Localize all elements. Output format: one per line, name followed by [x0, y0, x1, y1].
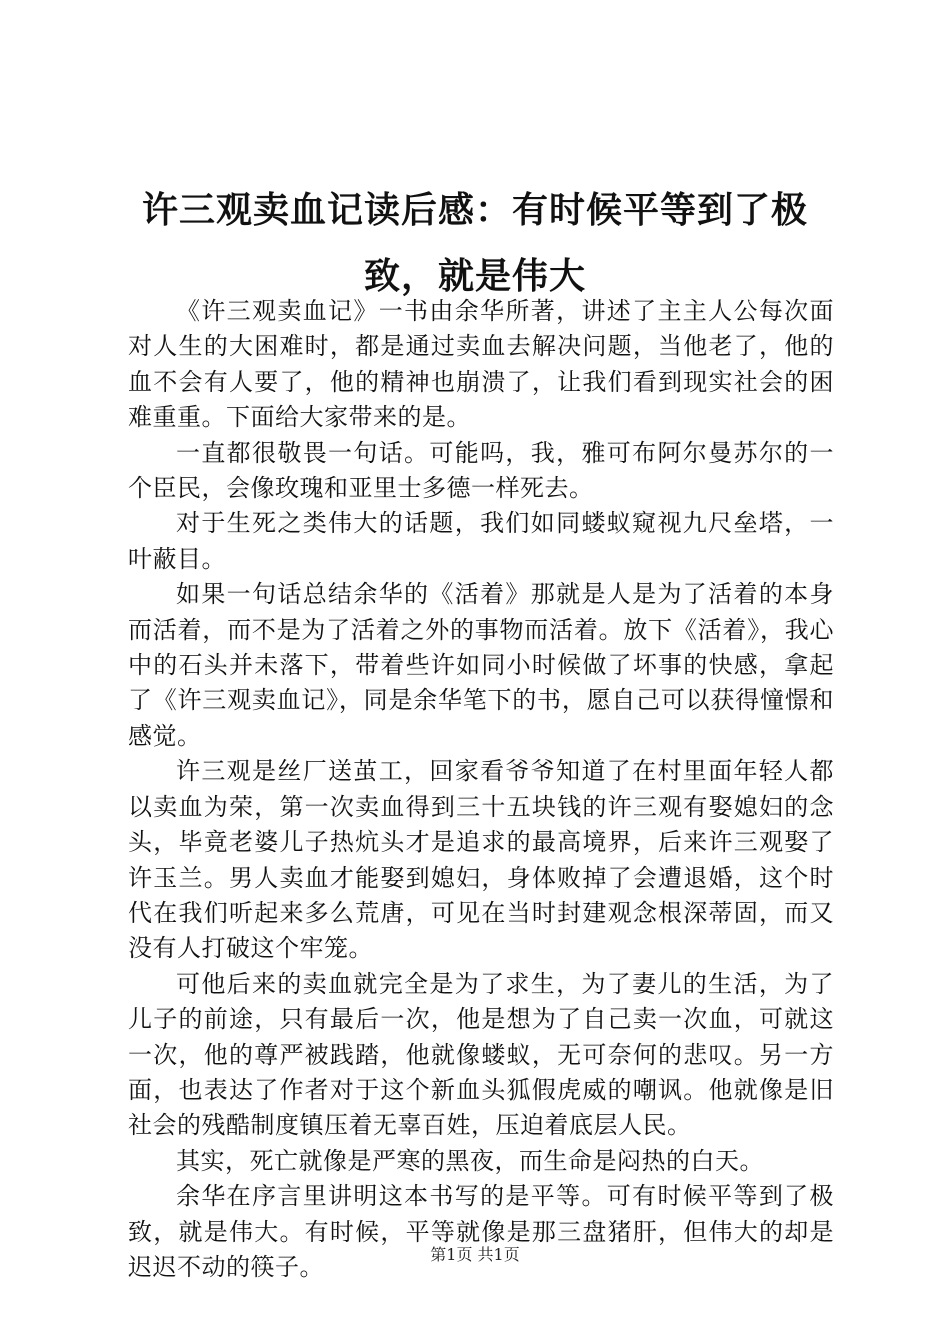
page-number-footer: 第1页 共1页	[430, 1245, 520, 1264]
document-body	[128, 294, 834, 1285]
paragraph: 可他后来的卖血就完全是为了求生，为了妻儿的生活，为了儿子的前途，只有最后一次，他是想为了自己卖一次血，可就这一次，他的尊严被践踏，他就像蝼蚁，无可奈何的悲叹。另一方面，也表达了作者对于这个新血头狐假虎威的嘲讽。他就像是旧社会的残酷制度镇压着无辜百姓，压迫着底层人民。	[128, 969, 834, 1140]
paragraph: 一直都很敬畏一句话。可能吗，我，雅可布阿尔曼苏尔的一个臣民，会像玫瑰和亚里士多德一样死去。	[128, 438, 834, 503]
paragraph: 如果一句话总结余华的《活着》那就是人是为了活着的本身而活着，而不是为了活着之外的事物而活着。放下《活着》，我心中的石头并未落下，带着些许如同小时候做了坏事的快感，拿起了《许三观卖血记》，同是余华笔下的书，愿自己可以获得憧憬和感觉。	[128, 580, 834, 750]
paragraph: 对于生死之类伟大的话题，我们如同蝼蚁窥视九尺垒塔，一叶蔽目。	[128, 509, 834, 573]
paragraph: 《许三观卖血记》一书由余华所著，讲述了主主人公每次面对人生的大困难时，都是通过卖血去解决问题，当他老了，他的血不会有人要了，他的精神也崩溃了，让我们看到现实社会的困难重重。下面给大家带来的是。	[128, 297, 834, 432]
paragraph: 许三观是丝厂送茧工，回家看爷爷知道了在村里面年轻人都以卖血为荣，第一次卖血得到三十五块钱的许三观有娶媳妇的念头，毕竟老婆儿子热炕头才是追求的最高境界，后来许三观娶了许玉兰。男人卖血才能娶到媳妇，身体败掉了会遭退婚，这个时代在我们听起来多么荒唐，可见在当时封建观念根深蒂固，而又没有人打破这个牢笼。	[128, 757, 834, 963]
paragraph: 余华在序言里讲明这本书写的是平等。可有时候平等到了极致，就是伟大。有时候，平等就像是那三盘猪肝，但伟大的却是迟迟不动的筷子。	[128, 1182, 834, 1281]
paragraph: 其实，死亡就像是严寒的黑夜，而生命是闷热的白天。	[176, 1146, 764, 1175]
document-title: 许三观卖血记读后感：有时候平等到了极致，就是伟大	[141, 190, 808, 297]
